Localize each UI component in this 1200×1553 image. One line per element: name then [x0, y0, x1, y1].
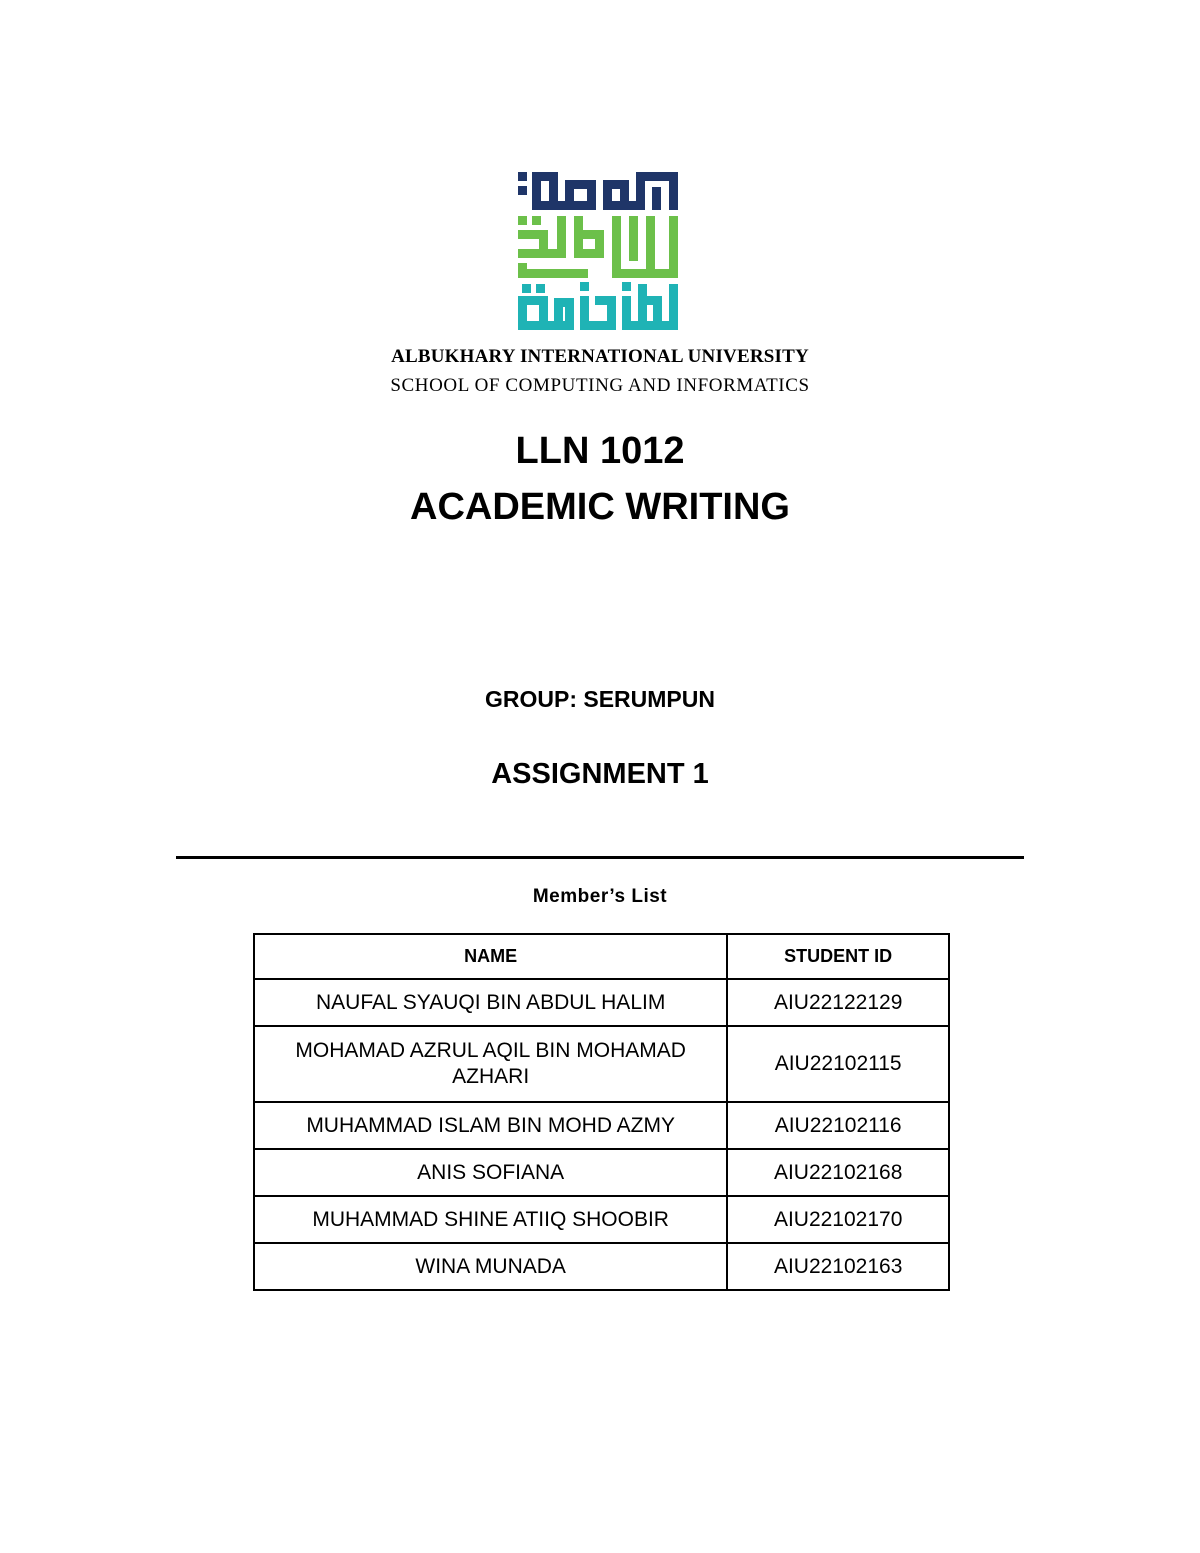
member-id: AIU22122129 [727, 979, 949, 1026]
assignment-label: ASSIGNMENT 1 [491, 758, 709, 790]
table-row [254, 979, 949, 1026]
course-title: ACADEMIC WRITING [410, 486, 790, 528]
horizontal-rule [176, 856, 1024, 859]
members-heading: Member’s List [532, 886, 668, 907]
member-name: MUHAMMAD ISLAM BIN MOHD AZMY [254, 1102, 727, 1149]
member-id: AIU22102168 [727, 1149, 949, 1196]
table-row [254, 1243, 949, 1290]
table-row [254, 1026, 949, 1102]
member-id: AIU22102116 [727, 1102, 949, 1149]
column-header-name: NAME [254, 934, 727, 979]
group-label: GROUP: SERUMPUN [484, 686, 715, 712]
logo-green-band [518, 216, 678, 278]
logo-teal-band [518, 282, 678, 330]
table-header-row [254, 934, 949, 979]
member-id: AIU22102163 [727, 1243, 949, 1290]
school-name: SCHOOL OF COMPUTING AND INFORMATICS [390, 375, 810, 396]
member-name: NAUFAL SYAUQI BIN ABDUL HALIM [254, 979, 727, 1026]
members-table [253, 933, 950, 1291]
member-id: AIU22102115 [727, 1026, 949, 1102]
course-code: LLN 1012 [515, 430, 685, 472]
member-name: WINA MUNADA [254, 1243, 727, 1290]
member-name: ANIS SOFIANA [254, 1149, 727, 1196]
member-name: MUHAMMAD SHINE ATIIQ SHOOBIR [254, 1196, 727, 1243]
member-name: MOHAMAD AZRUL AQIL BIN MOHAMAD AZHARI [254, 1026, 727, 1102]
table-row [254, 1149, 949, 1196]
university-logo [518, 170, 680, 332]
logo-navy-band [518, 172, 678, 210]
member-id: AIU22102170 [727, 1196, 949, 1243]
table-row [254, 1196, 949, 1243]
table-row [254, 1102, 949, 1149]
university-name: ALBUKHARY INTERNATIONAL UNIVERSITY [391, 346, 809, 367]
column-header-student-id: STUDENT ID [727, 934, 949, 979]
